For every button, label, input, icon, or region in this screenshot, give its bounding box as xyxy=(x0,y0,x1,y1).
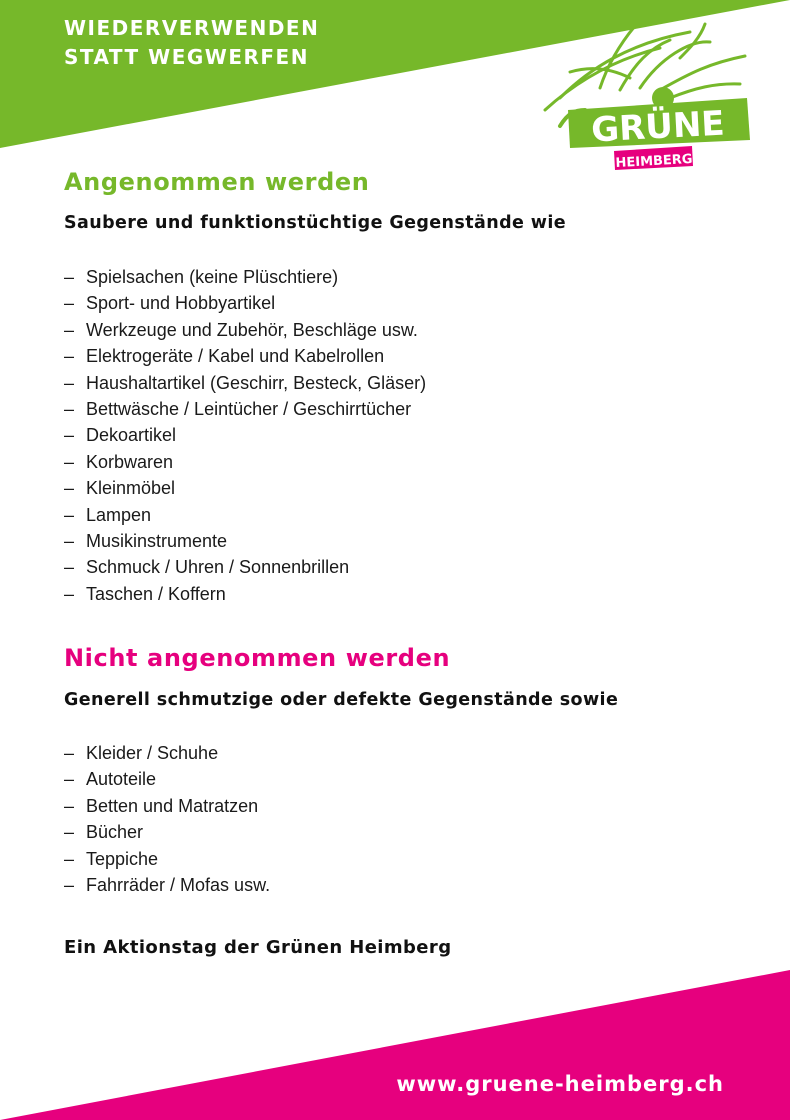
list-item: – Bücher xyxy=(64,822,144,843)
list-item: – Musikinstrumente xyxy=(64,530,228,551)
list-item: – Kleider / Schuhe xyxy=(64,743,219,763)
accepted-heading: Angenommen werden xyxy=(64,168,370,196)
logo-place: HEIMBERG xyxy=(615,151,693,172)
sunflower-icon xyxy=(545,24,745,110)
list-item: – Lampen xyxy=(64,504,152,525)
list-item: – Haushaltartikel (Geschirr, Besteck, Gläser) xyxy=(64,372,427,393)
list-item: – Korbwaren xyxy=(64,451,174,472)
pink-footer-band xyxy=(0,970,790,1120)
list-item: – Werkzeuge und Zubehör, Beschläge usw. xyxy=(64,319,418,340)
list-item: – Dekoartikel xyxy=(64,425,177,446)
website-url: www.gruene-heimberg.ch xyxy=(396,1072,724,1096)
header-line-1: WIEDERVERWENDEN xyxy=(64,16,320,40)
rejected-subtitle: Generell schmutzige oder defekte Gegenstände sowie xyxy=(64,690,619,710)
accepted-list xyxy=(64,264,426,607)
list-item: – Teppiche xyxy=(64,848,159,869)
list-item: – Autoteile xyxy=(64,769,157,790)
list-item: – Taschen / Koffern xyxy=(64,583,226,604)
list-item: – Sport- und Hobbyartikel xyxy=(64,293,276,314)
gruene-logo xyxy=(540,18,755,173)
rejected-list xyxy=(64,740,270,898)
logo-wordmark: GRÜNE xyxy=(590,103,726,151)
rejected-heading: Nicht angenommen werden xyxy=(64,644,451,672)
list-item: – Kleinmöbel xyxy=(64,478,176,499)
list-item: – Elektrogeräte / Kabel und Kabelrollen xyxy=(64,346,385,367)
footer-note: Ein Aktionstag der Grünen Heimberg xyxy=(64,937,452,958)
list-item: – Fahrräder / Mofas usw. xyxy=(64,874,271,895)
list-item: – Spielsachen (keine Plüschtiere) xyxy=(64,267,339,287)
header-title xyxy=(64,14,319,72)
header-line-2: STATT WEGWERFEN xyxy=(64,45,309,69)
list-item: – Betten und Matratzen xyxy=(64,795,259,816)
list-item: – Schmuck / Uhren / Sonnenbrillen xyxy=(64,557,350,578)
list-item: – Bettwäsche / Leintücher / Geschirrtücher xyxy=(64,398,412,419)
accepted-subtitle: Saubere und funktionstüchtige Gegenstände wie xyxy=(64,213,566,233)
